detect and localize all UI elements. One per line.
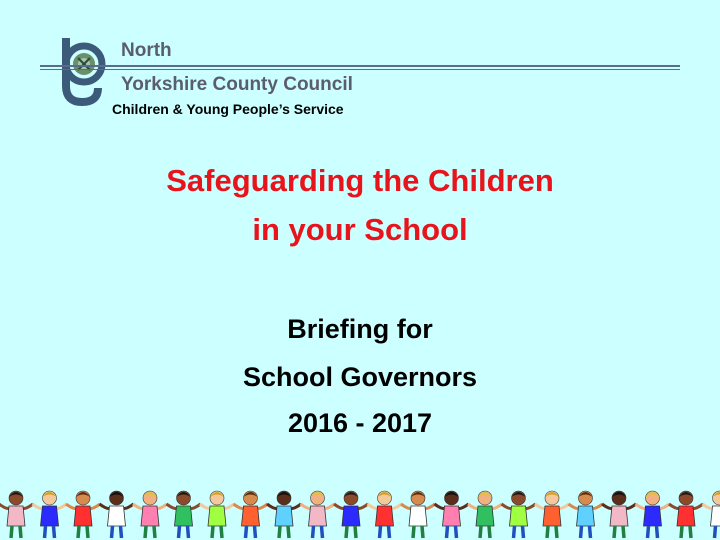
child-figure-icon: [703, 491, 720, 538]
logo-text-north: North: [121, 40, 172, 61]
service-name: Children & Young People’s Service: [112, 101, 344, 117]
logo-text-council: Yorkshire County Council: [121, 74, 353, 95]
child-figure-icon: [0, 491, 33, 538]
child-figure-icon: [334, 491, 368, 538]
slide-title-line-2: in your School: [252, 212, 468, 247]
child-figure-icon: [401, 491, 435, 538]
child-figure-icon: [502, 491, 536, 538]
child-figure-icon: [468, 491, 502, 538]
logo-divider-line: [40, 65, 680, 67]
north-yorkshire-emblem-icon: [52, 30, 114, 110]
child-figure-icon: [368, 491, 402, 538]
child-figure-icon: [100, 491, 134, 538]
child-figure-icon: [669, 491, 703, 538]
child-figure-icon: [167, 491, 201, 538]
subtitle-line-2: School Governors: [242, 362, 478, 392]
child-figure-icon: [636, 491, 670, 538]
logo-divider-line-thin: [40, 69, 680, 70]
child-figure-icon: [301, 491, 335, 538]
child-figure-icon: [267, 491, 301, 538]
child-figure-icon: [569, 491, 603, 538]
child-figure-icon: [33, 491, 67, 538]
children-holding-hands-border: [0, 486, 720, 540]
child-figure-icon: [535, 491, 569, 538]
slide-title-line-1: Safeguarding the Children: [166, 163, 554, 198]
child-figure-icon: [435, 491, 469, 538]
child-figure-icon: [234, 491, 268, 538]
subtitle-year: 2016 - 2017: [287, 408, 433, 438]
subtitle-line-1: Briefing for: [287, 314, 433, 344]
child-figure-icon: [602, 491, 636, 538]
child-figure-icon: [200, 491, 234, 538]
child-figure-icon: [133, 491, 167, 538]
child-figure-icon: [66, 491, 100, 538]
